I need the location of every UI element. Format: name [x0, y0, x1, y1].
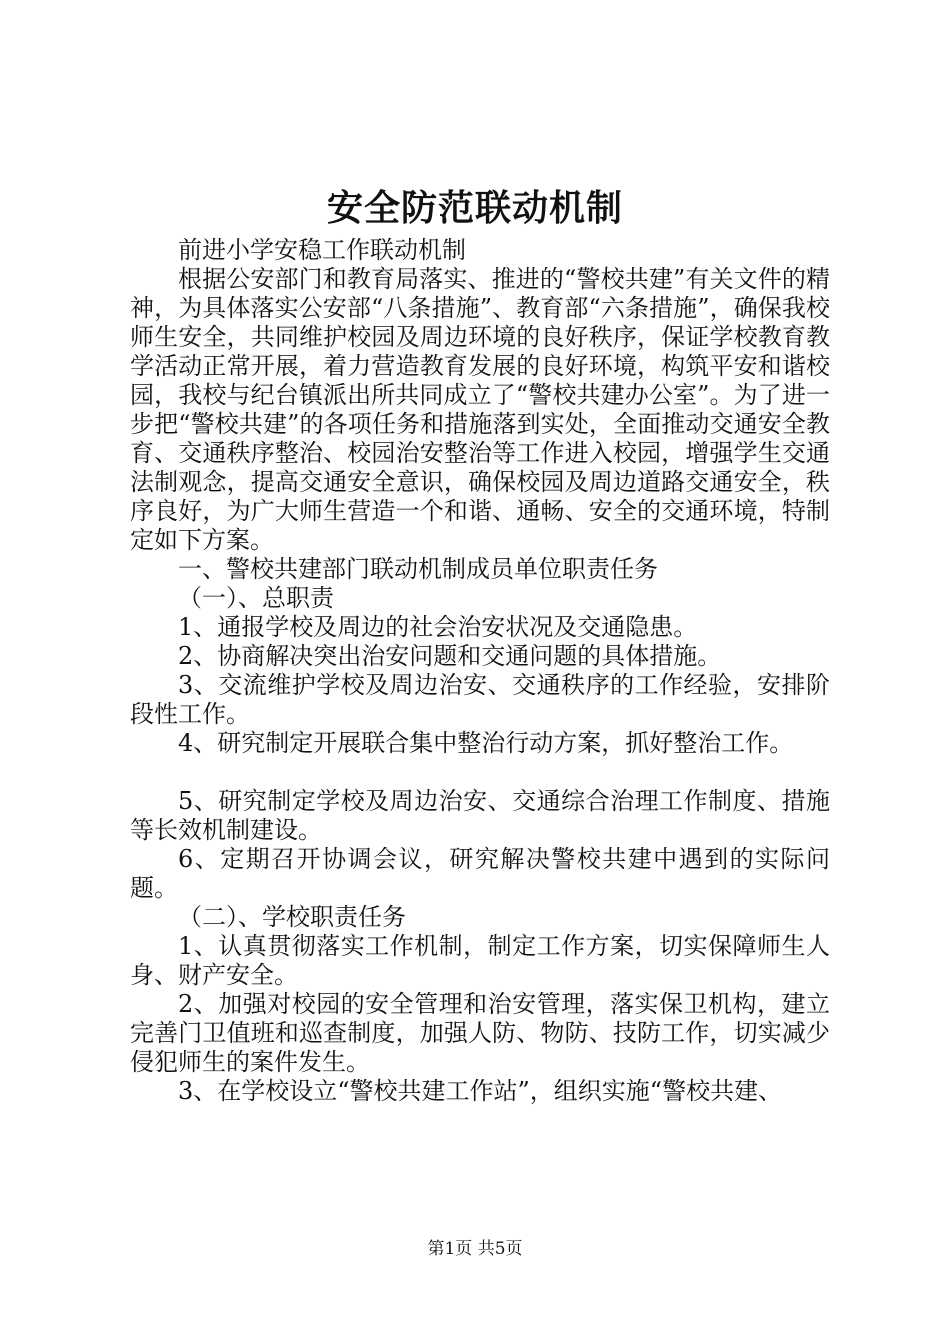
subtitle-paragraph: 前进小学安稳工作联动机制 — [178, 236, 466, 264]
blank-line — [130, 758, 830, 787]
list-item: 4、研究制定开展联合集中整治行动方案，抓好整治工作。 — [178, 729, 794, 757]
list-item: 3、在学校设立“警校共建工作站”，组织实施“警校共建、 — [178, 1077, 783, 1105]
subsection-heading-1: （一）、总职责 — [178, 584, 334, 612]
list-item: 6、定期召开协调会议，研究解决警校共建中遇到的实际问题。 — [130, 845, 830, 902]
list-item: 3、交流维护学校及周边治安、交通秩序的工作经验，安排阶段性工作。 — [130, 671, 830, 728]
subsection-heading-2: （二）、学校职责任务 — [178, 903, 406, 931]
section-heading-1: 一、警校共建部门联动机制成员单位职责任务 — [178, 555, 658, 583]
list-item: 2、加强对校园的安全管理和治安管理，落实保卫机构，建立完善门卫值班和巡查制度，加强人防、物防、技防工作，切实减少侵犯师生的案件发生。 — [130, 990, 830, 1076]
list-item: 1、认真贯彻落实工作机制，制定工作方案，切实保障师生人身、财产安全。 — [130, 932, 830, 989]
page-number: 第1页 共5页 — [427, 1239, 523, 1259]
list-item: 2、协商解决突出治安问题和交通问题的具体措施。 — [178, 642, 722, 670]
intro-paragraph: 根据公安部门和教育局落实、推进的“警校共建”有关文件的精神，为具体落实公安部“八条措施”、教育部“六条措施”，确保我校师生安全，共同维护校园及周边环境的良好秩序，保证学校教育教学活动正常开展，着力营造教育发展的良好环境，构筑平安和谐校园，我校与纪台镇派出所共同成立了“警校共建办公室”。为了进一步把“警校共建”的各项任务和措施落到实处，全面推动交通安全教育、交通秩序整治、校园治安整治等工作进入校园，增强学生交通法制观念，提高交通安全意识，确保校园及周边道路交通安全，秩序良好，为广大师生营造一个和谐、通畅、安全的交通环境，特制定如下方案。 — [130, 265, 830, 554]
document-body — [130, 236, 830, 1106]
document-title: 安全防范联动机制 — [326, 187, 623, 229]
list-item: 5、研究制定学校及周边治安、交通综合治理工作制度、措施等长效机制建设。 — [130, 787, 830, 844]
list-item: 1、通报学校及周边的社会治安状况及交通隐患。 — [178, 613, 698, 641]
